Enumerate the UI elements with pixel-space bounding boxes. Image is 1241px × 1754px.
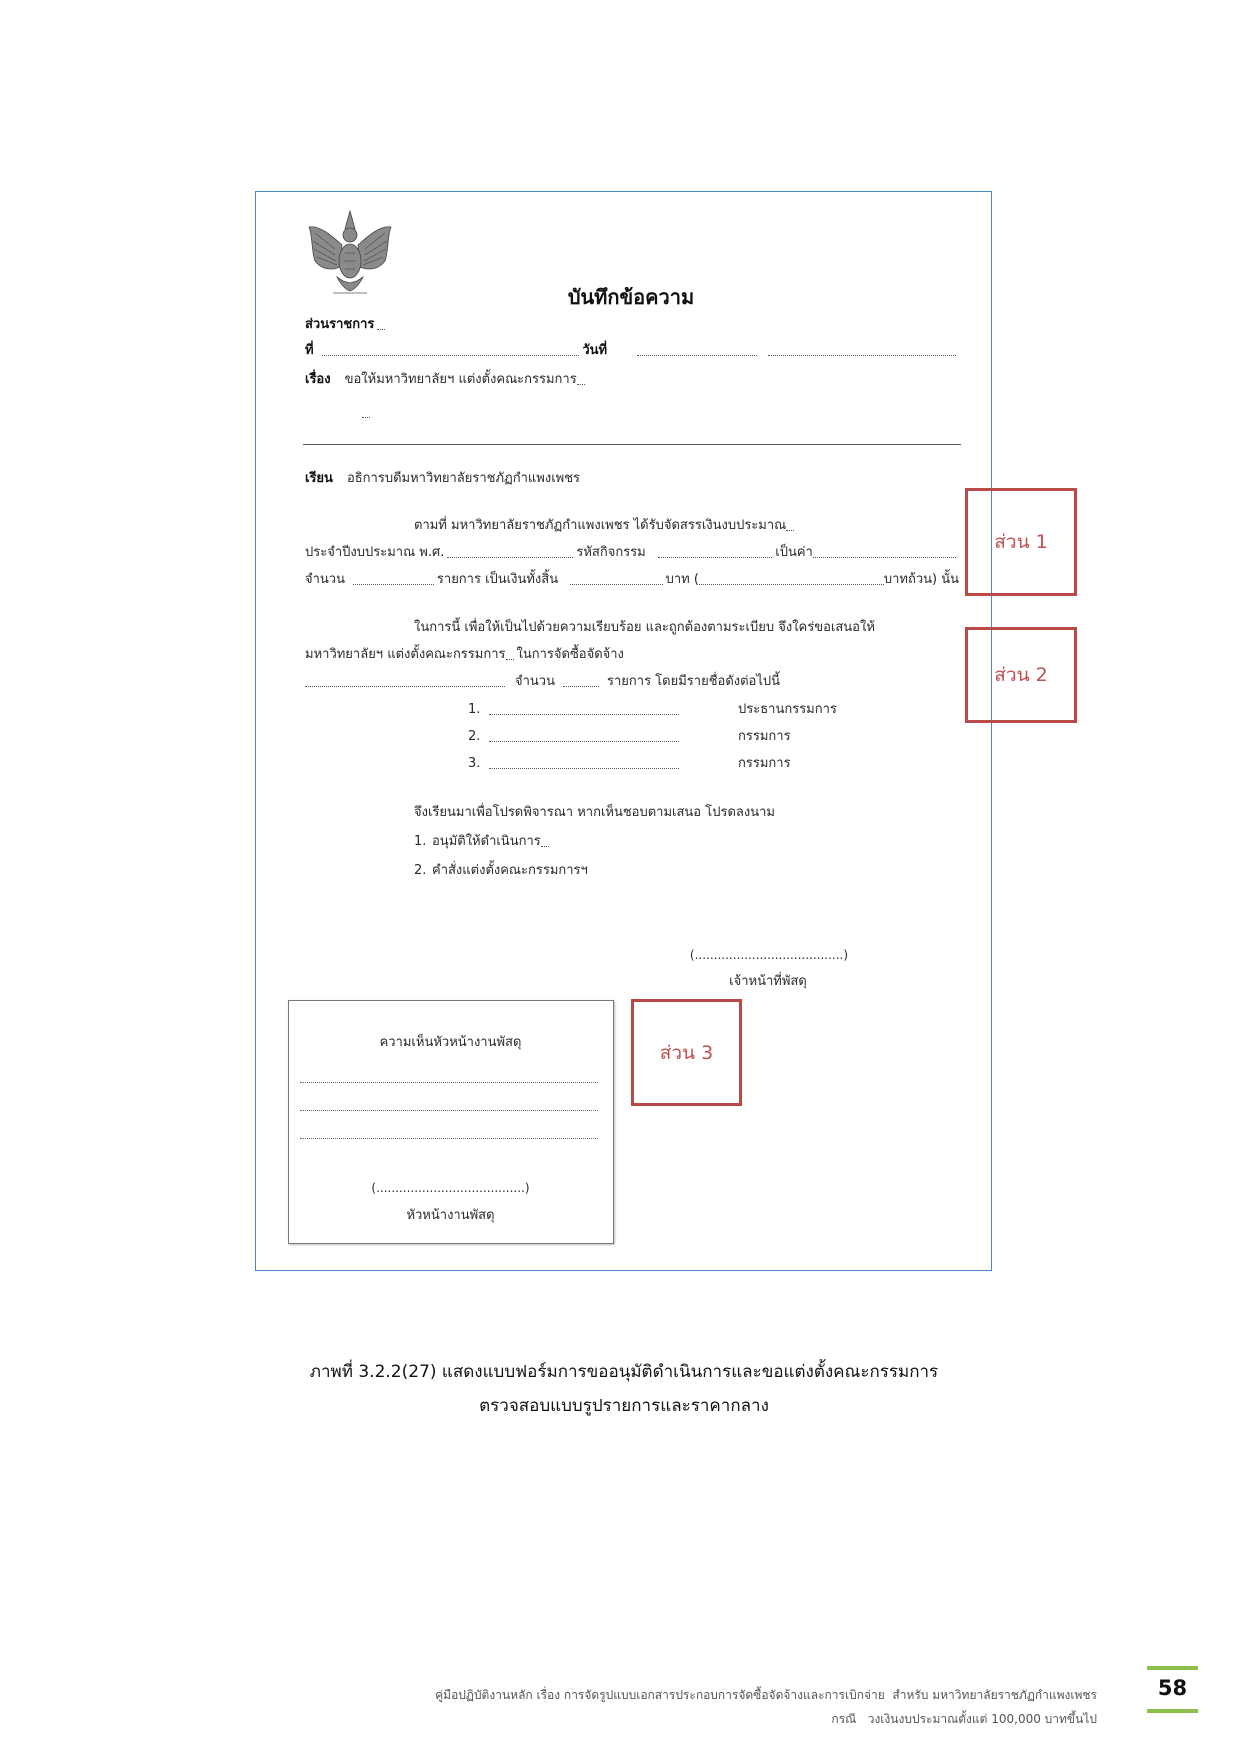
- addressee-label: เรียน: [305, 471, 333, 486]
- fiscal-year-label: ประจำปีงบประมาณ พ.ศ.: [305, 545, 445, 560]
- opinion-signature-line: [289, 1177, 612, 1199]
- committee-number: 2.: [468, 729, 481, 744]
- dotted-leader: [305, 686, 505, 687]
- request-text: คำสั่งแต่งตั้งคณะกรรมการฯ: [432, 863, 588, 878]
- committee-role: กรรมการ: [738, 729, 791, 744]
- dotted-leader: [489, 741, 679, 742]
- signer-title-row: [688, 971, 848, 993]
- request-number: 1.: [414, 834, 427, 849]
- page-number-bottom-rule: [1147, 1709, 1198, 1713]
- figure-caption-line1: ภาพที่ 3.2.2(27) แสดงแบบฟอร์มการขออนุมัติดำเนินการและขอแต่งตั้งคณะกรรมการ: [309, 1362, 939, 1382]
- committee-role: กรรมการ: [738, 756, 791, 771]
- opinion-dotted-line: [300, 1110, 598, 1111]
- section-marker-2: ส่วน 2: [965, 627, 1077, 723]
- dotted-leader: [786, 530, 794, 531]
- signature-line: [674, 944, 864, 966]
- total-amount-label: รายการ เป็นเงินทั้งสิ้น: [436, 572, 559, 587]
- committee-row: [468, 699, 908, 721]
- dotted-leader: [813, 557, 956, 558]
- para2-line1: [414, 617, 959, 639]
- department-label: ส่วนราชการ: [305, 317, 375, 332]
- opinion-dotted-line: [300, 1082, 598, 1083]
- opinion-signer-title: หัวหน้างานพัสดุ: [406, 1208, 495, 1223]
- section-marker-3: ส่วน 3: [631, 999, 742, 1106]
- committee-number: 1.: [468, 702, 481, 717]
- dotted-leader: [353, 584, 434, 585]
- para2-text: ในการนี้ เพื่อให้เป็นไปด้วยความเรียบร้อย และถูกต้องตามระเบียบ จึงใคร่ขอเสนอให้: [414, 620, 875, 635]
- para1-text: ตามที่ มหาวิทยาลัยราชภัฏกำแพงเพชร ได้รับจัดสรรเงินงบประมาณ: [414, 518, 787, 533]
- dotted-leader: [322, 355, 580, 356]
- signer-title: เจ้าหน้าที่พัสดุ: [729, 974, 807, 989]
- signature-placeholder: (.......................................): [689, 948, 849, 962]
- committee-row: [468, 726, 908, 748]
- para1-line3: [305, 569, 959, 591]
- dotted-leader: [447, 557, 573, 558]
- subject-row: [305, 369, 959, 391]
- signature-placeholder: (.......................................): [371, 1181, 530, 1195]
- opinion-title: ความเห็นหัวหน้างานพัสดุ: [379, 1035, 522, 1050]
- memo-form-figure: [255, 191, 992, 1271]
- addressee-text: อธิการบดีมหาวิทยาลัยราชภัฏกำแพงเพชร: [346, 471, 581, 486]
- request-row: [414, 860, 830, 882]
- procurement-text: ในการจัดซื้อจัดจ้าง: [516, 647, 624, 662]
- dotted-leader: [577, 384, 585, 385]
- ref-label: ที่: [305, 343, 314, 358]
- footer-line1: คู่มือปฏิบัติงานหลัก เรื่อง การจัดรูปแบบเอกสารประกอบการจัดซื้อจัดจ้างและการเบิกจ่าย สำหรับ มหาวิทยาลัยราชภัฏกำแพงเพชร: [435, 1688, 1097, 1702]
- committee-role: ประธานกรรมการ: [738, 702, 837, 717]
- dotted-leader: [570, 584, 662, 585]
- supervisor-opinion-box: [288, 1000, 614, 1244]
- para2-line2: [305, 644, 959, 666]
- subject-continuation-row: [359, 402, 955, 424]
- closing-text: จึงเรียนมาเพื่อโปรดพิจารณา หากเห็นชอบตามเสนอ โปรดลงนาม: [414, 805, 775, 820]
- page-number-top-rule: [1147, 1666, 1198, 1670]
- para1-line2: [305, 542, 959, 564]
- opinion-signer-row: [289, 1205, 612, 1227]
- figure-caption-line2: ตรวจสอบแบบรูปรายการและราคากลาง: [479, 1396, 769, 1416]
- dotted-leader: [768, 355, 956, 356]
- baht-label: บาท (: [665, 572, 699, 587]
- subject-label: เรื่อง: [305, 372, 331, 387]
- expense-label: เป็นค่า: [775, 545, 813, 560]
- quantity-label: จำนวน: [305, 572, 345, 587]
- list-intro-text: รายการ โดยมีรายชื่อดังต่อไปนี้: [607, 674, 781, 689]
- dotted-leader: [377, 329, 385, 330]
- dotted-leader: [658, 557, 773, 558]
- quantity-label: จำนวน: [515, 674, 555, 689]
- dotted-leader: [489, 714, 679, 715]
- baht-words-label: บาทถ้วน) นั้น: [883, 572, 959, 587]
- header-divider: [303, 444, 961, 445]
- dotted-leader: [541, 846, 549, 847]
- request-number: 2.: [414, 863, 427, 878]
- memo-title: บันทึกข้อความ: [567, 285, 695, 309]
- committee-number: 3.: [468, 756, 481, 771]
- request-text: อนุมัติให้ดำเนินการ: [432, 834, 541, 849]
- opinion-dotted-line: [300, 1138, 598, 1139]
- footer-line2: กรณี วงเงินงบประมาณตั้งแต่ 100,000 บาทขึ้นไป: [831, 1712, 1097, 1726]
- para2-line3: [305, 671, 959, 693]
- para1-line1: [414, 515, 959, 537]
- subject-text: ขอให้มหาวิทยาลัยฯ แต่งตั้งคณะกรรมการ: [344, 372, 577, 387]
- committee-row: [468, 753, 908, 775]
- section-marker-1: ส่วน 1: [965, 488, 1077, 596]
- department-row: [305, 314, 959, 336]
- request-row: [414, 831, 830, 853]
- dotted-leader: [699, 584, 884, 585]
- date-label: วันที่: [582, 343, 608, 358]
- ref-date-row: [305, 340, 959, 362]
- activity-code-label: รหัสกิจกรรม: [576, 545, 646, 560]
- dotted-leader: [489, 768, 679, 769]
- appoint-committee-text: มหาวิทยาลัยฯ แต่งตั้งคณะกรรมการ: [305, 647, 506, 662]
- page-number: 58: [1157, 1676, 1188, 1700]
- addressee-row: [305, 468, 959, 490]
- opinion-title-row: [289, 1032, 612, 1054]
- dotted-leader: [563, 686, 599, 687]
- closing-row: [414, 802, 959, 824]
- dotted-leader: [637, 355, 757, 356]
- dotted-leader: [506, 659, 514, 660]
- dotted-leader: [362, 417, 370, 418]
